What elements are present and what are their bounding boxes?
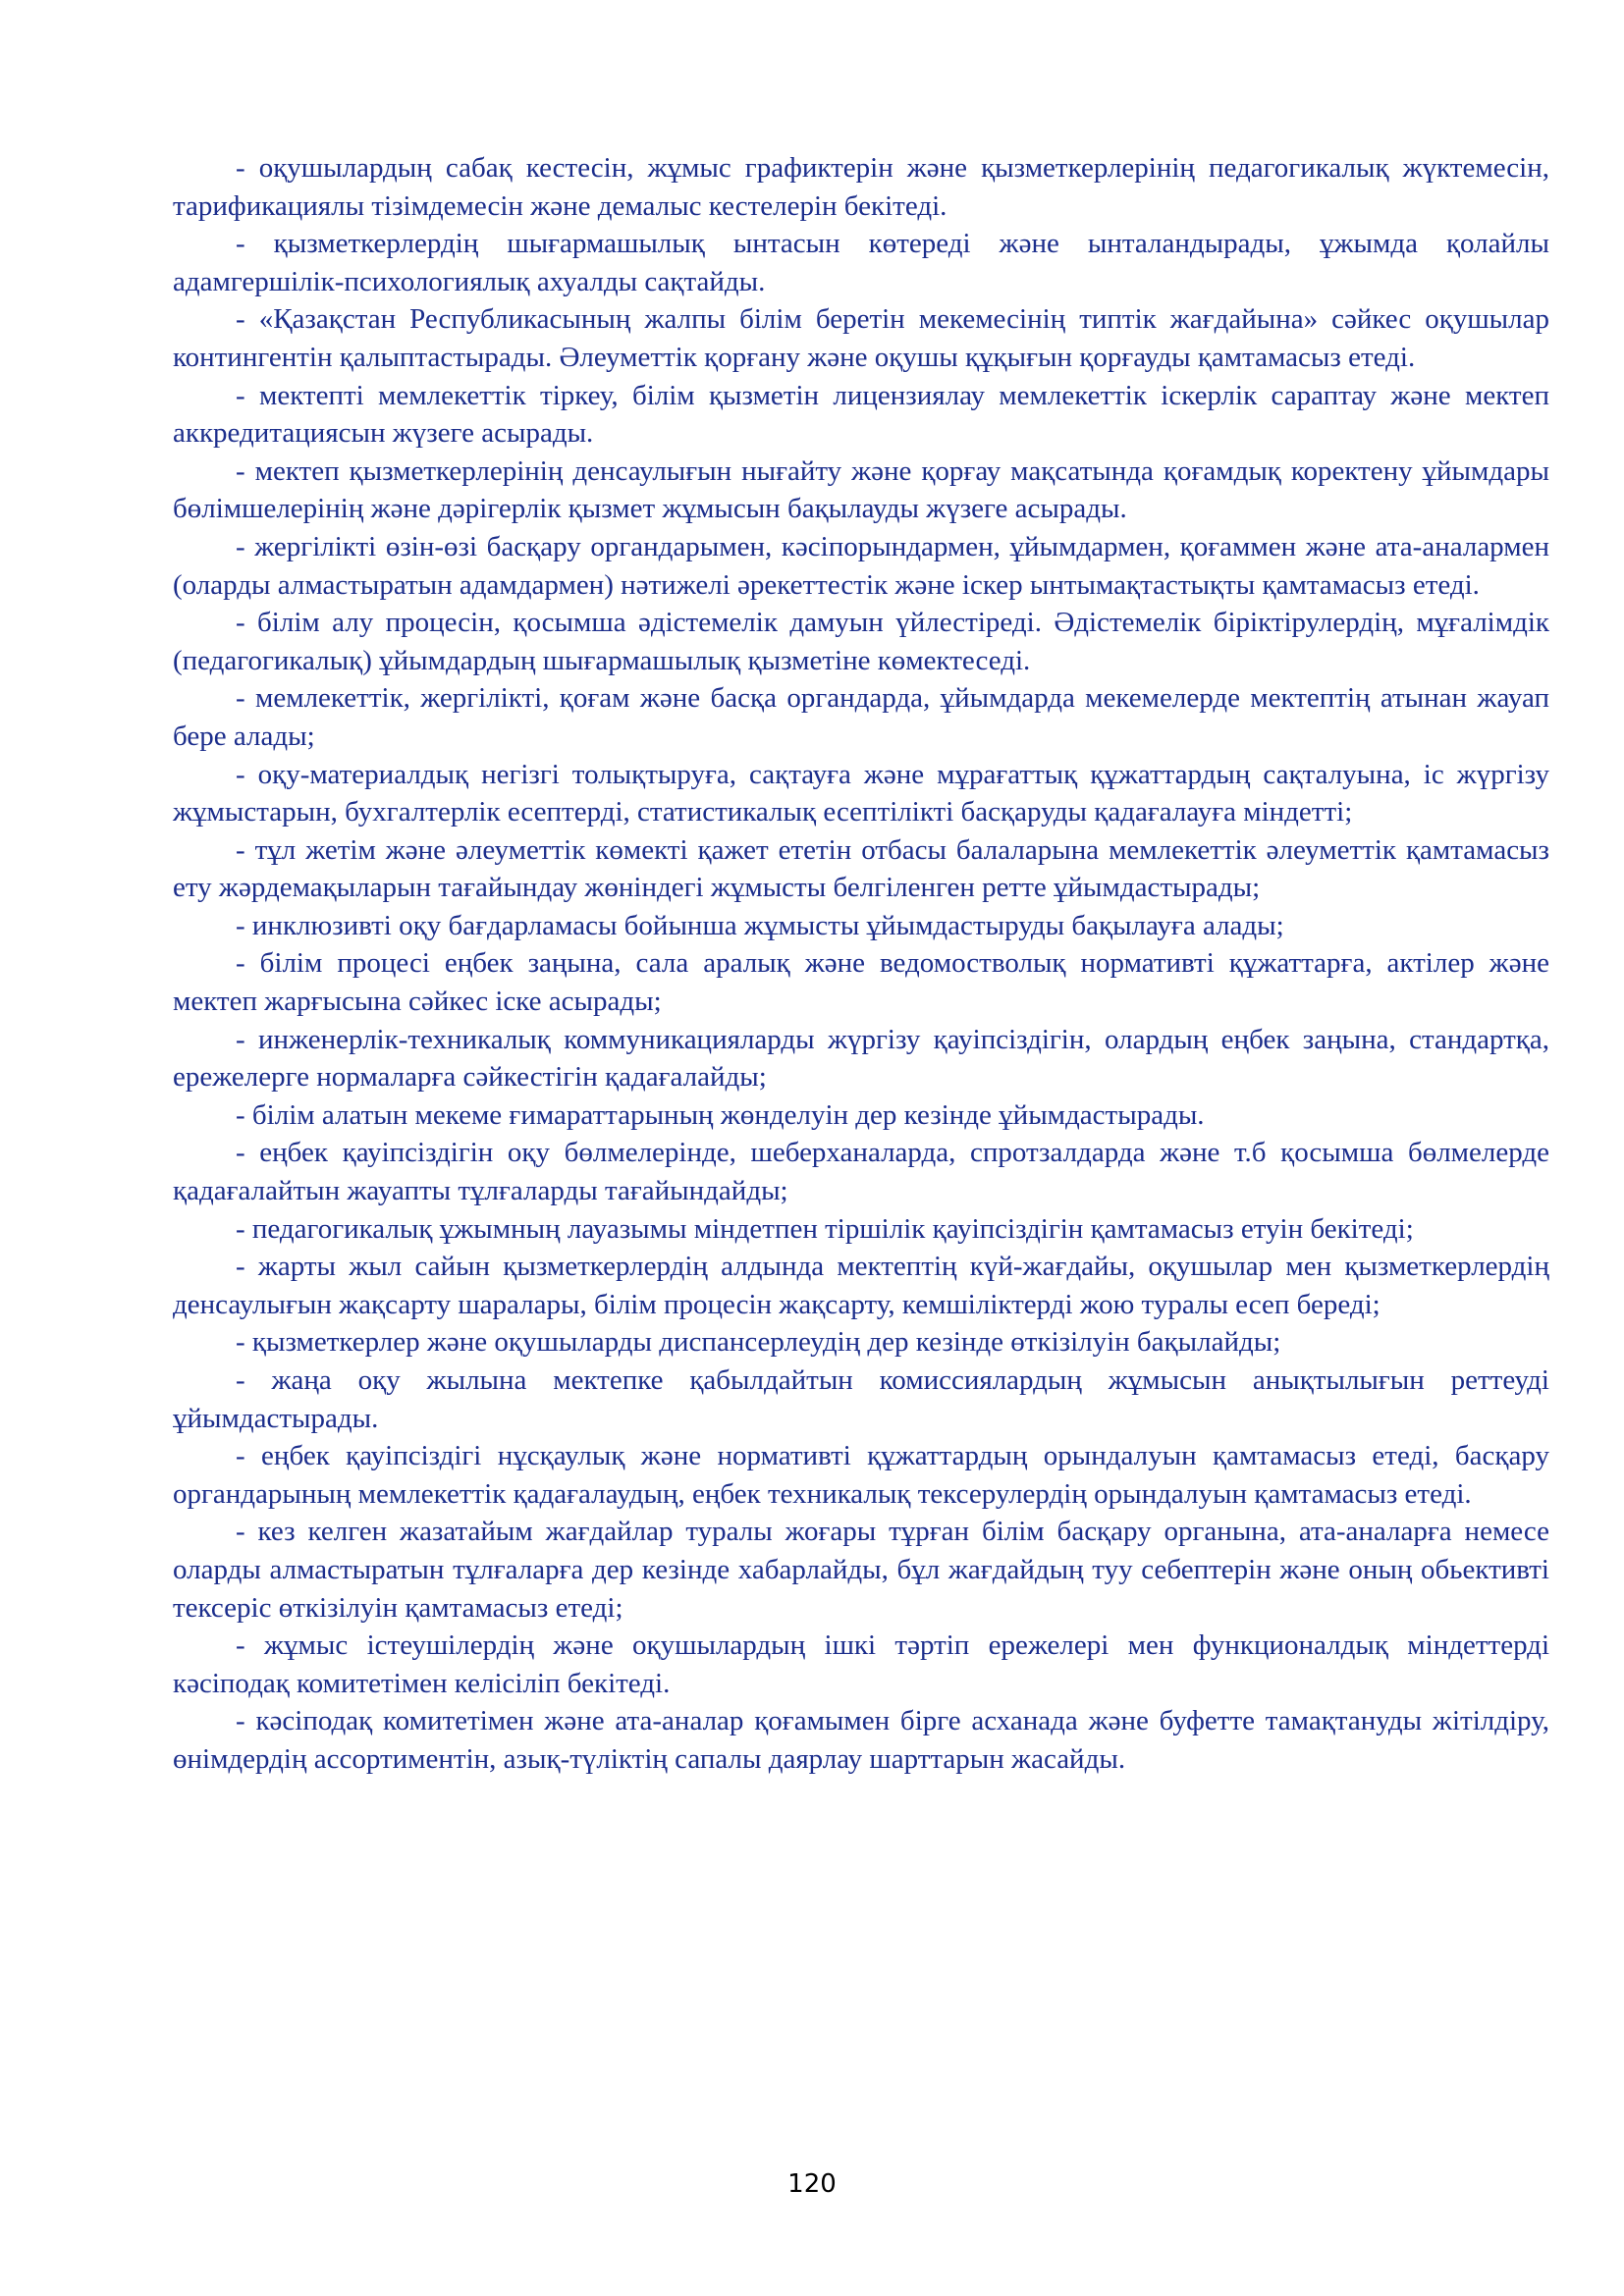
list-item: - білім алу процесін, қосымша әдістемелік дамуын үйлестіреді. Әдістемелік біріктірулердің, мұғалімдік (педагогикалық) ұйымдардың шығармашылық қызметіне көмектеседі. [173,607,1549,676]
list-item: - жергілікті өзін-өзі басқару органдарымен, кәсіпорындармен, ұйымдармен, қоғаммен және ата-аналармен (оларды алмастыратын адамдармен) нәтижелі әрекеттестік және іскер ынтымақтастықты қамтамасыз етеді. [173,530,1549,601]
list-item: - тұл жетім және әлеуметтік көмекті қажет ететін отбасы балаларына мемлекеттік әлеуметтік қамтамасыз ету жәрдемақыларын тағайындау жөніндегі жұмысты белгіленген ретте ұйымдастырады; [173,833,1549,904]
list-item: - білім процесі еңбек заңына, сала аралық және ведомостволық нормативті құжаттарға, актілер және мектеп жарғысына сәйкес іске асырады; [173,947,1549,1018]
list-item: - инженерлік-техникалық коммуникацияларды жүргізу қауіпсіздігін, олардың еңбек заңына, стандартқа, ережелерге нормаларға сәйкестігін қадағалайды; [173,1023,1549,1094]
document-body [173,149,1549,1779]
page-number: 120 [787,2169,837,2199]
list-item: - мектеп қызметкерлерінің денсаулығын нығайту және қорғау мақсатында қоғамдық коректену ұйымдары бөлімшелерінің және дәрігерлік қызмет жұмысын бақылауды жүзеге асырады. [173,454,1549,525]
list-item: - педагогикалық ұжымның лауазымы міндетпен тіршілік қауіпсіздігін қамтамасыз етуін бекітеді; [236,1212,1414,1245]
list-item: - оқу-материалдық негізгі толықтыруға, сақтауға және мұрағаттық құжаттардың сақталуына, іс жүргізу жұмыстарын, бухгалтерлік есептерді, статистикалық есептілікті басқаруды қадағалауға міндетті; [173,758,1549,828]
list-item: - мектепті мемлекеттік тіркеу, білім қызметін лицензиялау мемлекеттік іскерлік сараптау және мектеп аккредитациясын жүзеге асырады. [173,379,1549,450]
list-item: - білім алатын мекеме ғимараттарының жөнделуін дер кезінде ұйымдастырады. [236,1098,1205,1131]
list-item: - кәсіподақ комитетімен және ата-аналар қоғамымен бірге асханада және буфетте тамақтануды жітілдіру, өнімдердің ассортиментін, азық-түліктің сапалы даярлау шарттарын жасайды. [173,1705,1549,1775]
list-item: - инклюзивті оқу бағдарламасы бойынша жұмысты ұйымдастыруды бақылауға алады; [236,909,1284,941]
list-item: - еңбек қауіпсіздігі нұсқаулық және нормативті құжаттардың орындалуын қамтамасыз етеді, басқару органдарының мемлекеттік қадағалаудың, еңбек техникалық тексерулердің орындалуын қамтамасыз етеді. [173,1440,1549,1510]
list-item: - жаңа оқу жылына мектепке қабылдайтын комиссиялардың жұмысын анықтылығын реттеуді ұйымдастырады. [173,1364,1549,1434]
list-item: - жұмыс істеушілердің және оқушылардың ішкі тәртіп ережелері мен функционалдық міндеттерді кәсіподақ комитетімен келісіліп бекітеді. [173,1629,1549,1699]
list-item: - еңбек қауіпсіздігін оқу бөлмелерінде, шеберханаларда, спротзалдарда және т.б қосымша бөлмелерде қадағалайтын жауапты тұлғаларды тағайындайды; [173,1137,1549,1207]
list-item: - кез келген жазатайым жағдайлар туралы жоғары тұрған білім басқару органына, ата-аналарға немесе оларды алмастыратын тұлғаларға дер кезінде хабарлайды, бұл жағдайдың туу себептерін және оның обьективті тексеріс өткізілуін қамтамасыз етеді; [173,1516,1549,1624]
list-item: - қызметкерлердің шығармашылық ынтасын көтереді және ынталандырады, ұжымда қолайлы адамгершілік-психологиялық ахуалды сақтайды. [173,228,1549,297]
list-item: - «Қазақстан Республикасының жалпы білім беретін мекемесінің типтік жағдайына» сәйкес оқушылар контингентін қалыптастырады. Әлеуметтік қорғану және оқушы құқығын қорғауды қамтамасыз етеді. [173,303,1549,373]
list-item: - мемлекеттік, жергілікті, қоғам және басқа органдарда, ұйымдарда мекемелерде мектептің атынан жауап бере алады; [173,682,1549,752]
list-item: - жарты жыл сайын қызметкерлердің алдында мектептің күй-жағдайы, оқушылар мен қызметкерлердің денсаулығын жақсарту шаралары, білім процесін жақсарту, кемшіліктерді жою туралы есеп береді; [173,1251,1549,1320]
list-item: - қызметкерлер және оқушыларды диспансерлеудің дер кезінде өткізілуін бақылайды; [236,1326,1281,1359]
list-item: - оқушылардың сабақ кестесін, жұмыс графиктерін және қызметкерлерінің педагогикалық жүктемесін, тарификациялы тізімдемесін және демалыс кестелерін бекітеді. [173,152,1549,222]
